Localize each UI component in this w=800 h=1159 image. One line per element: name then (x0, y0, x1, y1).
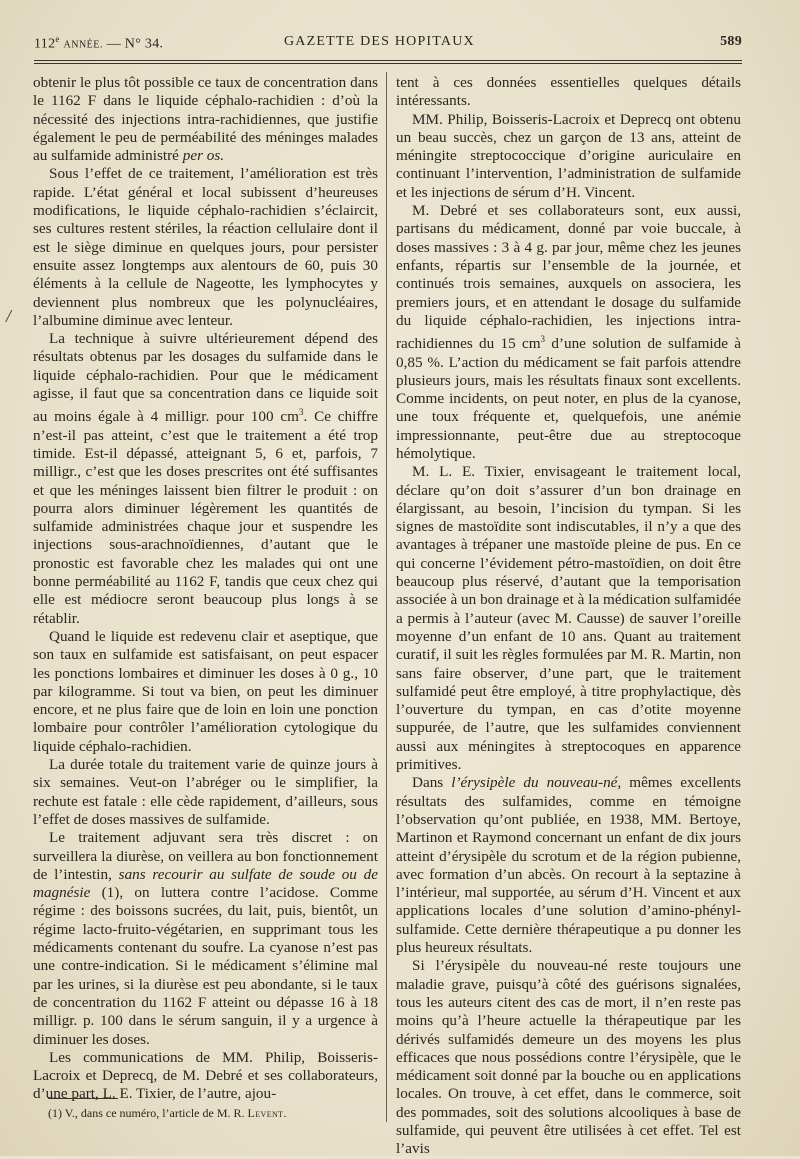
paragraph: tent à ces données essentielles quelques détails intéressants. (396, 74, 741, 110)
paragraph: MM. Philip, Boisseris-Lacroix et Deprecq ont obtenu un beau succès, chez un garçon de 13 ans, atteint de méningite streptococcique d’origine auriculaire en continuant l’intervention, l’administration de sulfamide et les injections de sérum d’H. Vincent. (396, 110, 741, 201)
column-divider (386, 72, 387, 1122)
margin-mark: / (6, 306, 12, 326)
footnote-rule (48, 1098, 118, 1099)
paragraph: Quand le liquide est redevenu clair et aseptique, que son taux en sulfamide est satisfaisant, on peut espacer les ponctions lombaires et diminuer les doses à 0 g., 10 par kilogramme. Si tout va bien, on peut les diminuer encore, et ne plus faire que de loin en loin une ponction lombaire pour contrôler l’amélioration cytologique du liquide céphalo-rachidien. (33, 627, 378, 755)
paragraph: M. Debré et ses collaborateurs sont, eux aussi, partisans du médicament, donné par voie buccale, à doses massives : 3 à 4 g. par jour, même chez les jeunes enfants, répartis sur l’ensemble de la journée, et continués trois semaines, auxquels on associera, les premiers jours, et en attendant le dosage du sulfamide du liquide céphalo-rachidien, les injections intra-rachidiennes du 15 $cm^3$ d’une solution de sulfamide à 0,85 %. L’action du médicament se fait parfois attendre plusieurs jours, mais les résultats finaux sont excellents. Comme incidents, on peut noter, en plus de la cyanose, une toux fréquente et, quelquefois, une anémie impressionnante, peut-être due au streptocoque hémolytique. (396, 202, 741, 462)
edition-number: 112 (34, 36, 56, 52)
journal-title: GAZETTE DES HOPITAUX (284, 34, 475, 49)
page-number: 589 (720, 34, 742, 49)
paragraph: Si l’érysipèle du nouveau-né reste toujours une maladie grave, puisqu’à côté des guérisons signalées, tous les auteurs citent des cas de mort, il n’en reste pas moins qu’à l’heure actuelle la thérapeutique par les dérivés sulfamidés demeure un des moyens les plus efficaces que nous possédions contre l’érysipèle, que le médicament soit donné par la bouche ou en applications locales. On trouve, à cet effet, dans le commerce, soit des pommades, soit des solutions alcooliques à base de sulfamide, qui peuvent être utilisées à cet effet. Tel est l’avis (396, 957, 741, 1158)
paragraph: La durée totale du traitement varie de quinze jours à six semaines. Veut-on l’abréger ou le simplifier, la rechute est fatale : elle cède rapidement, d’ailleurs, sous l’effet de doses massives de sulfamide. (33, 756, 378, 828)
edition-word: ANNÉE. (63, 39, 103, 51)
footnote-author: Levent. (247, 1106, 287, 1120)
paragraph: Sous l’effet de ce traitement, l’amélioration est très rapide. L’état général et local subissent d’heureuses modifications, le liquide céphalo-rachidien s’éclaircit, ses cultures restent stériles, la réaction cellulaire dont il est le siège diminue en quelques jours, pour persister ensuite assez longtemps aux alentours de 60, puis 30 éléments à la cellule de Nageotte, les lymphocytes y deviennent plus nombreux que les polynucléaires, l’albumine diminue avec lenteur. (33, 165, 378, 329)
page-header (34, 34, 742, 56)
left-column (33, 74, 378, 1104)
paragraph: La technique à suivre ultérieurement dépend des résultats obtenus par les dosages du sulfamide dans le liquide céphalo-rachidien. Pour que le médicament agisse, il faut que sa concentration dans ce liquide soit au moins égale à 4 milligr. pour 100 $cm^3$. Ce chiffre n’est-il pas atteint, c’est que le traitement a été trop timide. Est-il dépassé, atteignant 5, 6 et, parfois, 7 milligr., c’est que les doses prescrites ont été suffisantes et que les méninges laissent bien filtrer le produit : on pourra alors diminuer légèrement les quantités de sulfamide administrées chaque jour et suspendre les injections sous-arachnoïdiennes, d’autant que le pronostic est favorable chez les malades qui ont une bonne perméabilité au 1162 F, tandis que ceux chez qui elle est médiocre seront beaucoup plus longs à se rétablir. (33, 330, 378, 627)
paragraph: Le traitement adjuvant sera très discret : on surveillera la diurèse, on veillera au bon fonctionnement de l’intestin, sans recourir au sulfate de soude ou de magnésie (1), on luttera contre l’acidose. Comme régime : des boissons sucrées, du lait, puis, bientôt, un régime lacto-fruito-végétarien, en supprimant tous les médicaments contenant du soufre. La cyanose n’est pas une contre-indication. Si le médicament s’élimine mal par les urines, si la diurèse est peu abondante, si le taux de concentration du 1162 F atteint ou dépasse 16 à 18 milligr. p. 100 dans le sérum sanguin, il y a urgence à diminuer les doses. (33, 829, 378, 1048)
edition-suffix: e (55, 34, 60, 44)
paragraph: M. L. E. Tixier, envisageant le traitement local, déclare qu’on doit s’assurer d’un bon drainage en élargissant, au besoin, l’incision du tympan. Si les signes de mastoïdite sont indiscutables, il n’y a que des avantages à trépaner une mastoïde pleine de pus. En ce qui concerne l’évidement pétro-mastoïdien, on doit être beaucoup plus réservé, d’autant que la temporisation associée à un bon drainage et à la médication sulfamidée a permis à l’auteur (avec M. Causse) de sauver l’oreille moyenne d’un enfant de 10 ans. Quant au traitement curatif, il suit les règles formulées par M. R. Martin, non sans faire observer, d’une part, que le traitement sulfamidé peut être employé, à titre prophylactique, dès l’ouverture du tympan, en cas d’otite moyenne suppurée, de l’autre, que les sulfamides conviennent aussi aux méningites à streptocoques en apparence primitives. (396, 463, 741, 774)
paragraph: Les communications de MM. Philip, Boisseris-Lacroix et Deprecq, de M. Debré et ses collaborateurs, d’une part, L. E. Tixier, de l’autre, ajou- (33, 1048, 378, 1103)
paragraph: Dans l’érysipèle du nouveau-né, mêmes excellents résultats des sulfamides, comme en témoigne l’observation qu’ont publiée, en 1938, MM. Bertoye, Martinon et Raymond concernant un enfant de dix jours atteint d’érysipèle du scrotum et de la région pubienne, avec formation d’un abcès. On recourt à la septazine à l’intérieur, mal supportée, au sérum d’H. Vincent et aux applications locales d’une solution d’amino-phényl-sulfamide. Cette dernière thérapeutique a pu donner les plus heureux résultats. (396, 774, 742, 957)
right-column (396, 74, 741, 1159)
footnote: (1) V., dans ce numéro, l’article de M. R. Levent. (48, 1106, 287, 1120)
header-rule-bottom (34, 63, 742, 64)
header-rule-top (34, 60, 742, 61)
edition-info (34, 34, 163, 53)
issue-number: — N° 34. (106, 36, 164, 52)
paragraph: obtenir le plus tôt possible ce taux de concentration dans le 1162 F dans le liquide céphalo-rachidien : d’où la nécessité des injections intra-rachidiennes, que justifie également le peu de perméabilité des méninges malades au sulfamide administré per os. (33, 74, 378, 165)
